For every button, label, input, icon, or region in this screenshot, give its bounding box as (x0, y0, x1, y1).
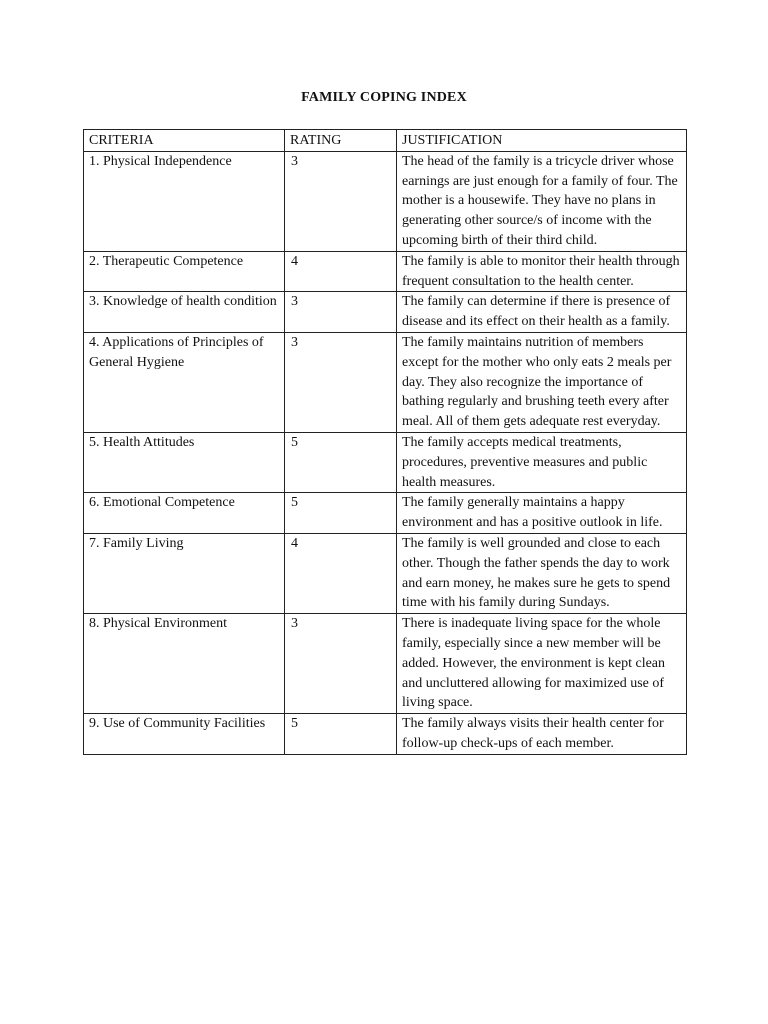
justification-cell: The head of the family is a tricycle driver whose earnings are just enough for a family of four. The mother is a housewife. They have no plans in generating other source/s of income with the upcoming birth of their third child. (397, 151, 687, 251)
criteria-cell: 9. Use of Community Facilities (84, 714, 285, 755)
criteria-cell: 2. Therapeutic Competence (84, 251, 285, 292)
justification-cell: There is inadequate living space for the whole family, especially since a new member will be added. However, the environment is kept clean and uncluttered allowing for maximized use of living space. (397, 614, 687, 714)
table-row (84, 533, 687, 613)
justification-cell: The family accepts medical treatments, procedures, preventive measures and public health measures. (397, 432, 687, 492)
rating-cell: 4 (285, 251, 397, 292)
column-header-criteria: CRITERIA (84, 130, 285, 152)
table-header-row (84, 130, 687, 152)
table-row (84, 292, 687, 333)
table-row (84, 151, 687, 251)
criteria-cell: 7. Family Living (84, 533, 285, 613)
criteria-cell: 4. Applications of Principles of General Hygiene (84, 332, 285, 432)
criteria-cell: 8. Physical Environment (84, 614, 285, 714)
family-coping-index-table (83, 129, 687, 755)
table-row (84, 251, 687, 292)
rating-cell: 4 (285, 533, 397, 613)
criteria-cell: 5. Health Attitudes (84, 432, 285, 492)
document-title: FAMILY COPING INDEX (301, 90, 467, 105)
column-header-justification: JUSTIFICATION (397, 130, 687, 152)
table-row (84, 714, 687, 755)
rating-cell: 3 (285, 292, 397, 333)
criteria-cell: 3. Knowledge of health condition (84, 292, 285, 333)
justification-cell: The family is able to monitor their health through frequent consultation to the health center. (397, 251, 687, 292)
table-row (84, 614, 687, 714)
rating-cell: 5 (285, 493, 397, 534)
criteria-cell: 6. Emotional Competence (84, 493, 285, 534)
table-row (84, 332, 687, 432)
justification-cell: The family maintains nutrition of members except for the mother who only eats 2 meals per day. They also recognize the importance of bathing regularly and brushing teeth every after meal. All of them gets adequate rest everyday. (397, 332, 687, 432)
rating-cell: 5 (285, 432, 397, 492)
justification-cell: The family always visits their health center for follow-up check-ups of each member. (397, 714, 687, 755)
table-row (84, 493, 687, 534)
column-header-rating: RATING (285, 130, 397, 152)
rating-cell: 3 (285, 151, 397, 251)
rating-cell: 5 (285, 714, 397, 755)
rating-cell: 3 (285, 614, 397, 714)
justification-cell: The family generally maintains a happy environment and has a positive outlook in life. (397, 493, 687, 534)
justification-cell: The family is well grounded and close to each other. Though the father spends the day to work and earn money, he makes sure he gets to spend time with his family during Sundays. (397, 533, 687, 613)
justification-cell: The family can determine if there is presence of disease and its effect on their health as a family. (397, 292, 687, 333)
table-row (84, 432, 687, 492)
criteria-cell: 1. Physical Independence (84, 151, 285, 251)
rating-cell: 3 (285, 332, 397, 432)
